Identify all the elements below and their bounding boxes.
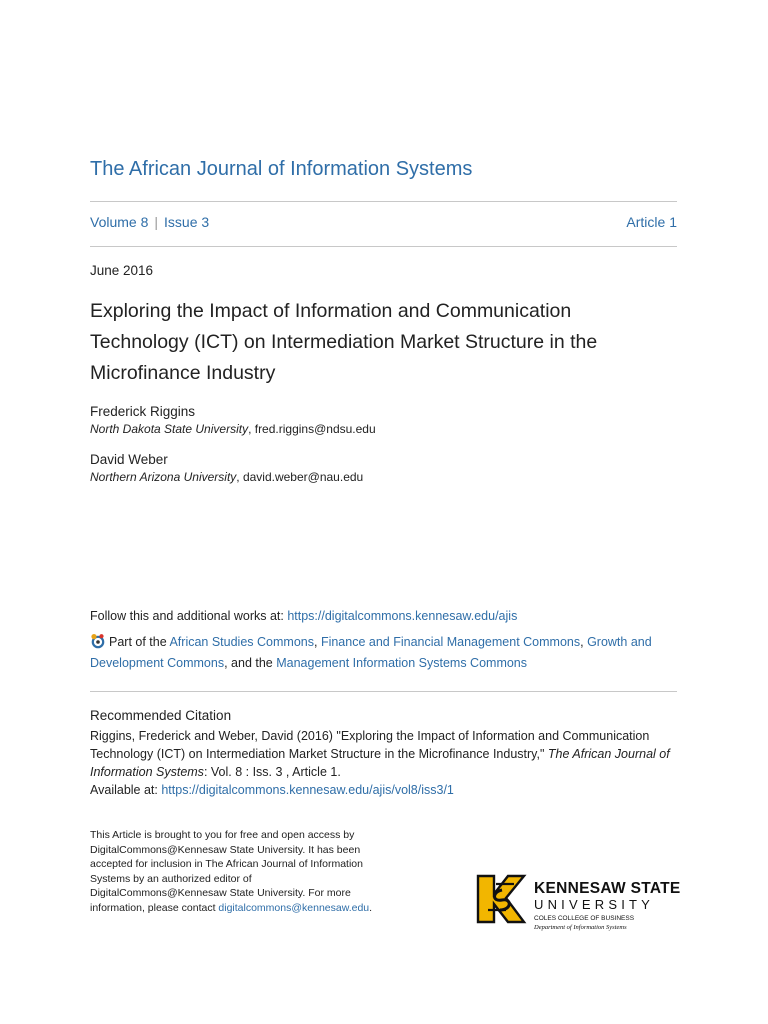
divider [90,691,677,692]
logo-line-3: COLES COLLEGE OF BUSINESS [534,915,635,922]
issue-navigation [90,214,677,230]
part-of-prefix: Part of the [109,635,170,649]
issue-link[interactable]: Issue 3 [164,214,210,230]
kennesaw-state-logo [474,870,684,932]
logo-line-1: KENNESAW STATE [534,880,681,897]
author-affiliation [90,422,376,436]
access-notice [90,828,390,915]
citation-url[interactable]: https://digitalcommons.kennesaw.edu/ajis/vol8/iss3/1 [161,783,454,797]
logo-line-4: Department of Information Systems [534,924,627,931]
repository-link[interactable]: https://digitalcommons.kennesaw.edu/ajis [287,609,518,623]
citation-text [90,727,680,799]
follow-line [90,609,517,623]
separator: | [154,214,159,230]
follow-text: Follow this and additional works at: [90,609,288,623]
notice-text: This Article is brought to you for free and open access by DigitalCommons@Kennesaw State University. It has been accepted for inclusion in The African Journal of Information Systems by an authorized editor of DigitalCommons@Kennesaw State University. For more information, please contact [90,829,363,914]
author-block [90,404,376,436]
affiliation-name: Northern Arizona University [90,470,237,484]
separator: , and the [224,656,277,670]
divider [90,246,677,247]
commons-link-finance[interactable]: Finance and Financial Management Commons [320,635,581,649]
citation-body: Riggins, Frederick and Weber, David (2016) "Exploring the Impact of Information and Communication Technology (ICT) on Intermediation Market Structure in the Microfinance Industry," [90,729,650,761]
author-name: David Weber [90,452,168,467]
author-email: , david.weber@nau.edu [236,470,364,484]
recommended-citation-heading: Recommended Citation [90,708,232,723]
citation-details: : Vol. 8 : Iss. 3 , Article 1. [203,765,341,779]
citation-journal: The African Journal of Information Systems [90,747,670,779]
available-label: Available at: [90,783,162,797]
part-of-commons [90,632,680,674]
logo-line-2: UNIVERSITY [534,897,655,912]
commons-link-growth[interactable]: Growth and Development Commons [90,635,652,670]
affiliation-name: North Dakota State University [90,422,249,436]
article-link[interactable]: Article 1 [626,214,677,230]
separator: , [580,635,588,649]
volume-link[interactable]: Volume 8 [90,214,149,230]
ks-monogram-icon [476,874,526,924]
commons-link-mis[interactable]: Management Information Systems Commons [276,656,528,670]
publication-date: June 2016 [90,263,154,278]
commons-link-african-studies[interactable]: African Studies Commons [169,635,314,649]
journal-title[interactable]: The African Journal of Information Systems [90,158,473,180]
author-block [90,452,363,484]
separator: , [313,635,321,649]
divider [90,201,677,202]
author-name: Frederick Riggins [90,404,196,419]
contact-email-link[interactable]: digitalcommons@kennesaw.edu [218,901,370,914]
author-affiliation [90,470,363,484]
notice-end: . [369,901,373,914]
article-title: Exploring the Impact of Information and Communication Technology (ICT) on Intermediation Market Structure in the Microfinance Industry [90,300,598,384]
network-icon [90,633,106,649]
author-email: , fred.riggins@ndsu.edu [248,422,376,436]
